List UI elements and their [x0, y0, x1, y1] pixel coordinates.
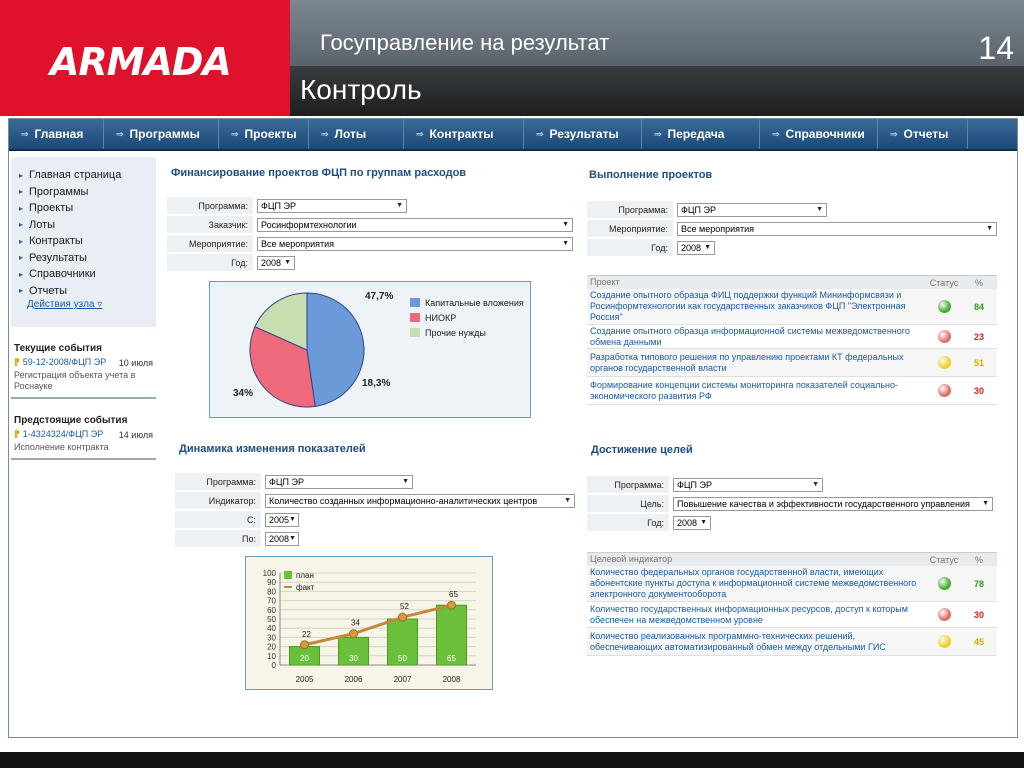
nav-label: Контракты: [429, 127, 494, 141]
dropdown-arrow-icon: ▼: [564, 497, 571, 504]
sidebar-item-label: Справочники: [29, 268, 96, 281]
table-row: [587, 377, 997, 405]
y-tick-label: 30: [267, 633, 276, 643]
y-tick-label: 70: [267, 596, 276, 606]
nav-label: Отчеты: [903, 127, 949, 141]
y-tick-label: 20: [267, 642, 276, 652]
table-row: [587, 628, 997, 656]
fact-point-label: 52: [400, 602, 409, 612]
select-value: Повышение качества и эффективности государственного управления: [677, 498, 970, 509]
status-cell: [924, 300, 964, 313]
nav-label: Программы: [129, 127, 200, 141]
header-pct: %: [974, 554, 983, 565]
nav-arrow-icon: ⇒: [772, 128, 780, 139]
form-row: [587, 495, 993, 512]
header-name: Проект: [590, 277, 620, 287]
status-indicator-icon: [938, 300, 951, 313]
select-value: Количество созданных информационно-аналитических центров: [269, 495, 538, 506]
form-row: [167, 235, 573, 252]
table-row: [587, 349, 997, 377]
fact-point: [350, 630, 358, 638]
legend-label-plan: план: [296, 571, 314, 580]
dropdown-arrow-icon: ▼: [289, 516, 296, 523]
current-event-desc: Регистрация объекта учета в Роснауке: [14, 370, 136, 391]
sidebar-item-label: Результаты: [29, 251, 87, 264]
app-screen: [8, 118, 1018, 738]
form-row: [175, 511, 575, 528]
row-link[interactable]: Количество федеральных органов государственной власти, имеющих абонентские пункты доступа к информационной системе межведомственного электронного документооборота: [590, 567, 917, 599]
upcoming-event-date: 14 июля: [118, 429, 153, 440]
goals-title: Достижение целей: [591, 444, 693, 456]
nav-label: Главная: [34, 127, 84, 141]
status-indicator-icon: [938, 608, 951, 621]
projects-title: Выполнение проектов: [589, 169, 713, 181]
fact-point-label: 34: [351, 618, 360, 628]
x-tick-label: 2008: [442, 675, 461, 684]
row-pct: 78: [973, 578, 984, 589]
upcoming-events-title: Предстоящие события: [14, 415, 128, 426]
dropdown-arrow-icon: ▼: [289, 535, 296, 542]
legend-label: Капитальные вложения: [425, 298, 524, 308]
sidebar-item[interactable]: [19, 217, 156, 234]
nav-label: Лоты: [334, 127, 367, 141]
fact-point: [399, 613, 407, 621]
nav-item[interactable]: [642, 119, 760, 149]
select-value: ФЦП ЭР: [261, 200, 296, 211]
select-value: 2005: [269, 514, 290, 525]
brand-panel: [0, 0, 290, 116]
dropdown-arrow-icon: ▼: [704, 244, 711, 251]
pin-icon: ⁋: [14, 357, 20, 367]
nav-item[interactable]: [309, 119, 404, 149]
nav-arrow-icon: ⇒: [536, 128, 544, 139]
nav-arrow-icon: ⇒: [654, 128, 662, 139]
bullet-icon: ▸: [19, 236, 24, 246]
dropdown-arrow-icon: ▼: [700, 519, 707, 526]
current-event-date: 10 июля: [118, 357, 153, 368]
sidebar: [11, 157, 156, 460]
y-tick-label: 100: [262, 569, 276, 578]
form-label: Программа:: [175, 473, 261, 490]
dropdown-arrow-icon: ▼: [402, 478, 409, 485]
form-select[interactable]: [673, 478, 823, 492]
select-value: ФЦП ЭР: [269, 476, 304, 487]
pie-slice-label: 34%: [233, 388, 254, 399]
legend-swatch: [410, 313, 420, 322]
form-select[interactable]: [257, 237, 573, 251]
nav-item[interactable]: [760, 119, 878, 149]
dropdown-arrow-icon: ▼: [986, 225, 993, 232]
form-select[interactable]: [257, 218, 573, 232]
table-row: [587, 566, 997, 602]
node-actions-link[interactable]: [27, 299, 156, 310]
nav-item[interactable]: [524, 119, 642, 149]
pin-icon: ⁋: [14, 429, 20, 439]
current-event: [11, 357, 156, 399]
sidebar-item[interactable]: [19, 283, 156, 300]
nav-arrow-icon: ⇒: [321, 128, 329, 139]
table-row: [587, 602, 997, 628]
dynamics-bar-chart: [245, 556, 493, 690]
legend-label: НИОКР: [425, 313, 457, 323]
row-link[interactable]: Количество государственных информационных ресурсов, доступ к которым обеспечен на межведомственном уровне: [590, 603, 908, 625]
form-select[interactable]: [265, 513, 299, 527]
status-indicator-icon: [938, 577, 951, 590]
table-body: [587, 289, 997, 405]
y-tick-label: 50: [267, 615, 276, 624]
y-tick-label: 0: [271, 661, 276, 670]
form-label: Мероприятие:: [167, 235, 253, 252]
dropdown-arrow-icon: ▼: [396, 202, 403, 209]
funding-form: [167, 197, 573, 271]
form-label: Год:: [587, 239, 673, 256]
bullet-icon: ▸: [19, 253, 24, 263]
select-value: ФЦП ЭР: [681, 204, 716, 215]
select-value: 2008: [677, 517, 698, 528]
form-label: Индикатор:: [175, 492, 261, 509]
sidebar-item[interactable]: [19, 250, 156, 267]
select-value: 2008: [269, 533, 290, 544]
select-value: ФЦП ЭР: [677, 479, 712, 490]
plan-bar-label: 20: [300, 654, 309, 663]
form-select[interactable]: [257, 199, 407, 213]
form-select[interactable]: [257, 256, 295, 270]
sidebar-menu: [11, 157, 156, 327]
bullet-icon: ▸: [19, 220, 24, 230]
header-status: Статус: [929, 554, 959, 565]
header-name: Целевой индикатор: [590, 554, 673, 564]
status-cell: [924, 356, 964, 369]
funding-title: Финансирование проектов ФЦП по группам расходов: [171, 167, 467, 179]
sidebar-item-label: Лоты: [29, 218, 56, 231]
form-row: [167, 254, 573, 271]
form-select[interactable]: [265, 494, 575, 508]
status-indicator-icon: [938, 384, 951, 397]
form-row: [167, 197, 573, 214]
form-label: Программа:: [587, 201, 673, 218]
sidebar-item[interactable]: [19, 233, 156, 250]
form-label: Программа:: [167, 197, 253, 214]
bullet-icon: ▸: [19, 187, 24, 197]
sidebar-item[interactable]: [19, 200, 156, 217]
table-row: [587, 289, 997, 325]
form-label: Заказчик:: [167, 216, 253, 233]
row-link[interactable]: Формирование концепции системы мониторинга показателей социально-экономического развития РФ: [590, 379, 899, 401]
status-cell: [924, 608, 964, 621]
form-select[interactable]: [673, 497, 993, 511]
plan-bar-label: 65: [447, 654, 456, 663]
pie-slice-label: 18,3%: [362, 378, 391, 389]
dropdown-arrow-icon: ▼: [284, 259, 291, 266]
sidebar-item[interactable]: [19, 266, 156, 283]
dropdown-arrow-icon: ▼: [562, 240, 569, 247]
form-row: [175, 473, 575, 490]
fact-point: [448, 601, 456, 609]
bullet-icon: ▸: [19, 203, 24, 213]
bullet-icon: ▸: [19, 170, 24, 180]
fact-point-label: 22: [302, 629, 311, 639]
row-pct: 45: [973, 636, 984, 647]
nav-item[interactable]: [104, 119, 219, 149]
row-link[interactable]: Создание опытного образца ФИЦ поддержки функций Мининформсвязи и Росинформтехнологии как государственных заказчиков ФЦП "Электронная Россия": [590, 290, 906, 322]
nav-arrow-icon: ⇒: [890, 128, 898, 139]
pie-slice: [307, 293, 364, 406]
status-cell: [924, 330, 964, 343]
table-row: [587, 325, 997, 349]
form-label: С:: [175, 511, 261, 528]
dropdown-arrow-icon: ▼: [982, 500, 989, 507]
fact-line: [305, 605, 452, 645]
y-tick-label: 10: [267, 651, 276, 661]
form-row: [587, 239, 997, 256]
nav-arrow-icon: ⇒: [21, 128, 29, 139]
header-status: Статус: [929, 277, 959, 288]
current-events-title: Текущие события: [14, 343, 102, 354]
x-tick-label: 2007: [393, 675, 412, 684]
x-tick-label: 2006: [344, 675, 363, 684]
table-header: [587, 275, 997, 289]
form-select[interactable]: [265, 475, 413, 489]
main-nav: [9, 119, 1017, 151]
form-label: Мероприятие:: [587, 220, 673, 237]
y-tick-label: 80: [267, 587, 276, 597]
legend-swatch-plan: [284, 571, 292, 579]
nav-label: Справочники: [785, 127, 865, 141]
form-row: [587, 476, 993, 493]
form-select[interactable]: [677, 222, 997, 236]
nav-item[interactable]: [878, 119, 968, 149]
form-row: [175, 530, 575, 547]
row-pct: 30: [973, 385, 984, 396]
form-select[interactable]: [677, 241, 715, 255]
y-tick-label: 60: [267, 605, 276, 615]
status-indicator-icon: [938, 330, 951, 343]
sidebar-item-label: Программы: [29, 185, 89, 198]
form-row: [587, 220, 997, 237]
pie-slice-label: 47,7%: [365, 291, 394, 302]
dynamics-form: [175, 473, 575, 547]
form-row: [167, 216, 573, 233]
form-label: Год:: [167, 254, 253, 271]
select-value: Все мероприятия: [261, 238, 335, 249]
select-value: Росинформтехнологии: [261, 219, 357, 230]
row-pct: 23: [973, 331, 984, 342]
nav-item[interactable]: [9, 119, 104, 149]
status-cell: [924, 384, 964, 397]
nav-label: Проекты: [244, 127, 297, 141]
upcoming-event-desc: Исполнение контракта: [14, 442, 109, 452]
form-label: Год:: [587, 514, 669, 531]
dropdown-arrow-icon: ▼: [816, 206, 823, 213]
header-pct: %: [974, 277, 983, 288]
slide-number: 14: [978, 30, 1014, 66]
row-link[interactable]: Количество реализованных программно-технических решений, обеспечивающих автоматизированный обмен между отдельными ГИС: [590, 630, 886, 652]
node-actions-label: Действия узла: [27, 299, 95, 310]
goals-table: [587, 552, 997, 656]
table-body: [587, 566, 997, 656]
legend-swatch: [410, 298, 420, 307]
nav-label: Результаты: [549, 127, 619, 141]
funding-pie-chart: [209, 281, 531, 418]
bullet-icon: ▸: [19, 269, 24, 279]
y-tick-label: 40: [267, 624, 276, 634]
bullet-icon: ▸: [19, 286, 24, 296]
upcoming-event: [11, 429, 156, 460]
form-label: По:: [175, 530, 261, 547]
nav-arrow-icon: ⇒: [416, 128, 424, 139]
form-label: Цель:: [587, 495, 669, 512]
x-tick-label: 2005: [295, 675, 314, 684]
y-tick-label: 90: [267, 578, 276, 588]
status-indicator-icon: [938, 635, 951, 648]
legend-swatch: [410, 328, 420, 337]
status-indicator-icon: [938, 356, 951, 369]
slide-subtitle: Госуправление на результат: [320, 30, 610, 55]
form-label: Программа:: [587, 476, 669, 493]
nav-arrow-icon: ⇒: [116, 128, 124, 139]
sidebar-item[interactable]: [19, 184, 156, 201]
form-select[interactable]: [265, 532, 299, 546]
legend-label: Прочие нужды: [425, 328, 486, 338]
slide-title: Контроль: [300, 74, 422, 105]
projects-table: [587, 275, 997, 405]
row-link[interactable]: Создание опытного образца информационной системы межведомственного обмена данными: [590, 325, 910, 347]
fact-point-label: 65: [449, 590, 458, 600]
status-cell: [924, 635, 964, 648]
plan-bar-label: 30: [349, 654, 358, 663]
form-row: [587, 514, 993, 531]
form-row: [175, 492, 575, 509]
sidebar-item[interactable]: [19, 167, 156, 184]
select-value: 2008: [261, 257, 282, 268]
goals-form: [587, 476, 993, 531]
select-value: Все мероприятия: [681, 223, 755, 234]
row-pct: 30: [973, 609, 984, 620]
select-value: 2008: [681, 242, 702, 253]
armada-logo: ARMADA: [50, 40, 231, 84]
dynamics-title: Динамика изменения показателей: [179, 443, 366, 455]
projects-form: [587, 201, 997, 256]
row-link[interactable]: Разработка типового решения по управлению проектами КТ федеральных органов государственной власти: [590, 351, 904, 373]
nav-item[interactable]: [219, 119, 309, 149]
bottom-bar: [0, 752, 1024, 768]
table-header: [587, 552, 997, 566]
upcoming-event-link[interactable]: 1-4324324/ФЦП ЭР: [22, 429, 104, 439]
nav-arrow-icon: ⇒: [231, 128, 239, 139]
sidebar-item-label: Отчеты: [29, 284, 68, 297]
dropdown-arrow-icon: ▼: [812, 481, 819, 488]
current-event-link[interactable]: 59-12-2008/ФЦП ЭР: [22, 357, 107, 367]
fact-point: [301, 641, 309, 649]
sidebar-item-label: Главная страница: [29, 169, 122, 182]
nav-item[interactable]: [404, 119, 524, 149]
row-pct: 84: [973, 301, 984, 312]
sidebar-item-label: Проекты: [29, 202, 74, 215]
sidebar-item-label: Контракты: [29, 235, 83, 248]
nav-label: Передача: [667, 127, 725, 141]
form-row: [587, 201, 997, 218]
plan-bar-label: 50: [398, 654, 407, 663]
legend-label-fact: факт: [296, 583, 315, 592]
row-pct: 51: [973, 357, 984, 368]
chevron-down-icon: ▿: [94, 299, 103, 310]
dropdown-arrow-icon: ▼: [562, 221, 569, 228]
form-select[interactable]: [673, 516, 711, 530]
form-select[interactable]: [677, 203, 827, 217]
status-cell: [924, 577, 964, 590]
